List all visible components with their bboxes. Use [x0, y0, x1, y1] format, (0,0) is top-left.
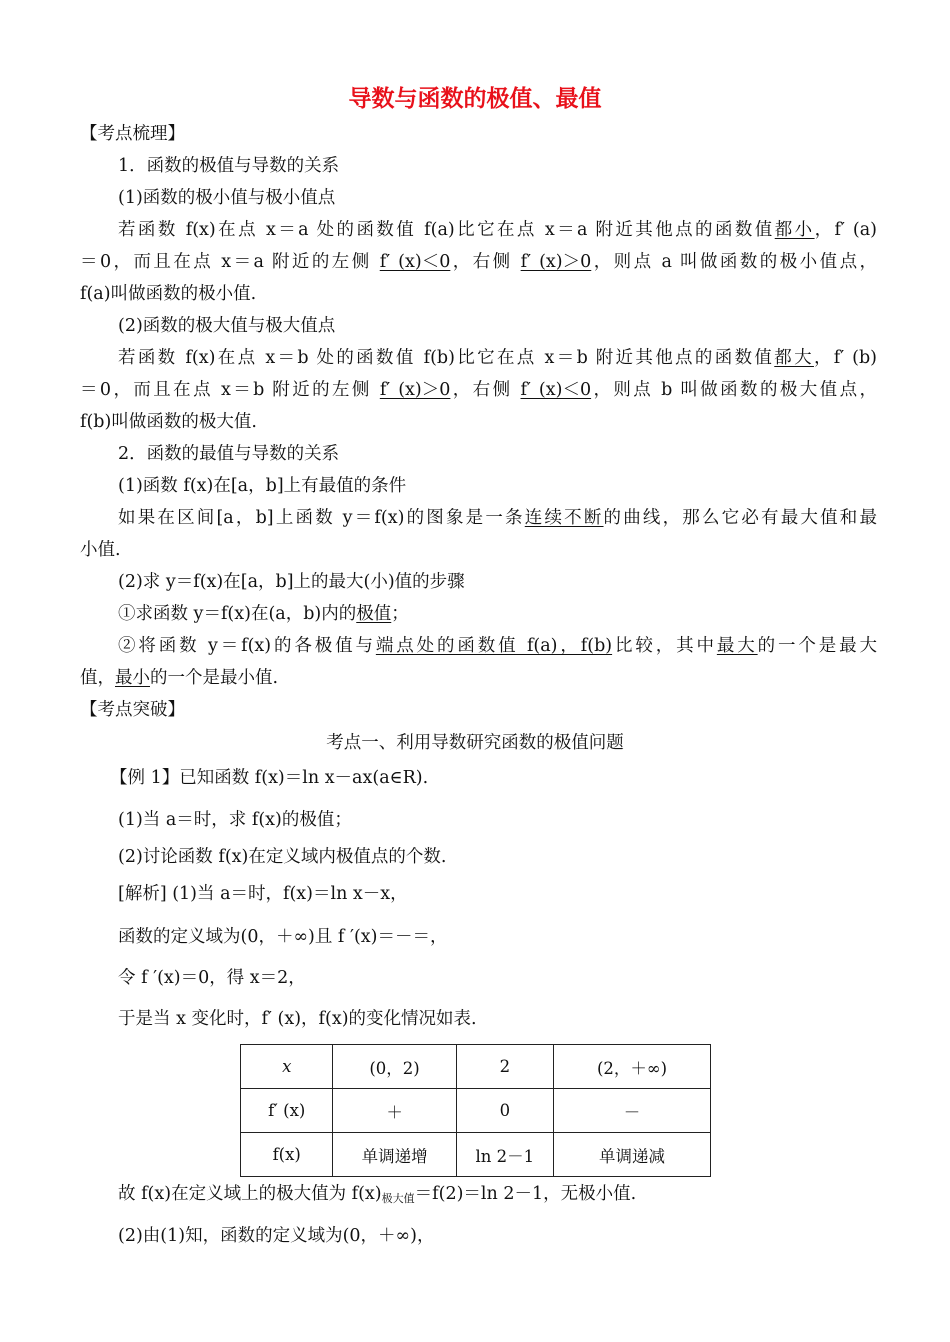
section-heading: 【考点梳理】 [80, 124, 185, 144]
paragraph-line: ②将函数 y＝f(x)的各极值与端点处的函数值 f(a)，f(b)比较，其中最大的一个是最大 [118, 636, 878, 656]
paragraph-line: (2)函数的极大值与极大值点 [118, 316, 336, 336]
paragraph-line: 如果在区间[a，b]上函数 y＝f(x)的图象是一条连续不断的曲线，那么它必有最大值和最 [118, 508, 877, 528]
paragraph-line: f(a)叫做函数的极小值. [80, 284, 257, 304]
underlined-term: 连续不断 [524, 508, 604, 528]
solution-line: (2)由(1)知，函数的定义域为(0，＋∞)， [118, 1226, 435, 1246]
paragraph-line: (1)函数的极小值与极小值点 [118, 188, 336, 208]
table-cell: f(x) [241, 1133, 333, 1177]
underlined-term: f′ (x)＜0 [379, 252, 451, 272]
paragraph-line: 小值. [80, 540, 121, 560]
table-cell: f′ (x) [241, 1089, 333, 1133]
paragraph-line: ①求函数 y＝f(x)在(a，b)内的极值； [118, 604, 409, 624]
underlined-term: f′ (x)＞0 [520, 252, 592, 272]
paragraph-line: ＝0，而且在点 x＝b 附近的左侧 f′ (x)＞0，右侧 f′ (x)＜0，则点 b 叫做函数的极大值点， [80, 380, 877, 400]
solution-line: 令 f ′(x)＝0，得 x＝2， [118, 968, 306, 988]
example-heading: 【例 1】已知函数 f(x)＝ln x－ax(a∈R). [110, 768, 429, 788]
table-cell: x [241, 1045, 333, 1089]
underlined-term: 最大 [716, 636, 758, 656]
subsection-title: 考点一、利用导数研究函数的极值问题 [326, 733, 624, 753]
underlined-term: f′ (x)＜0 [520, 380, 592, 400]
table-row [241, 1133, 711, 1177]
paragraph-line: 若函数 f(x)在点 x＝a 处的函数值 f(a)比它在点 x＝a 附近其他点的函数值都小，f′ (a) [118, 220, 878, 240]
table-row [241, 1089, 711, 1133]
table-cell: 单调递增 [333, 1133, 456, 1177]
subscript-label: 极大值 [381, 1192, 415, 1205]
table-row [241, 1045, 711, 1089]
table-cell: ＋ [333, 1089, 456, 1133]
section-heading: 【考点突破】 [80, 700, 185, 720]
solution-line: [解析] (1)当 a＝时，f(x)＝ln x－x， [118, 884, 408, 904]
table-cell: 2 [456, 1045, 553, 1089]
solution-line: 于是当 x 变化时，f′ (x)，f(x)的变化情况如表. [118, 1009, 477, 1029]
underlined-term: 端点处的函数值 f(a)，f(b) [375, 636, 613, 656]
question-line: (2)讨论函数 f(x)在定义域内极值点的个数. [118, 847, 447, 867]
paragraph-line: (2)求 y＝f(x)在[a，b]上的最大(小)值的步骤 [118, 572, 465, 592]
underlined-term: 都大 [774, 348, 814, 368]
paragraph-line: ＝0，而且在点 x＝a 附近的左侧 f′ (x)＜0，右侧 f′ (x)＞0，则点 a 叫做函数的极小值点， [80, 252, 878, 272]
paragraph-line: 若函数 f(x)在点 x＝b 处的函数值 f(b)比它在点 x＝b 附近其他点的函数值都大，f′ (b) [118, 348, 878, 368]
page-title: 导数与函数的极值、最值 [348, 86, 602, 112]
paragraph-line: (1)函数 f(x)在[a，b]上有最值的条件 [118, 476, 407, 496]
table-cell: 0 [456, 1089, 553, 1133]
table-cell: (2，＋∞) [554, 1045, 711, 1089]
question-line: (1)当 a＝时，求 f(x)的极值； [118, 810, 352, 830]
solution-line: 故 f(x)在定义域上的极大值为 $f(x)_{极大值}=f(2)=\ln$ 2－1，无极小值. [118, 1184, 637, 1205]
paragraph-line: f(b)叫做函数的极大值. [80, 412, 257, 432]
table-cell: (0，2) [333, 1045, 456, 1089]
variation-table [240, 1044, 711, 1177]
underlined-term: 极值 [356, 604, 392, 624]
table-cell: － [554, 1089, 711, 1133]
table-cell: ln 2－1 [456, 1133, 553, 1177]
underlined-term: 最小 [115, 668, 150, 688]
paragraph-line: 2．函数的最值与导数的关系 [118, 444, 340, 464]
underlined-term: 都小 [774, 220, 815, 240]
paragraph-line: 值，最小的一个是最小值. [80, 668, 279, 688]
table-cell: 单调递减 [554, 1133, 711, 1177]
solution-line: 函数的定义域为(0，＋∞)且 f ′(x)＝－＝， [118, 927, 448, 947]
underlined-term: f′ (x)＞0 [379, 380, 451, 400]
paragraph-line: 1．函数的极值与导数的关系 [118, 156, 340, 176]
